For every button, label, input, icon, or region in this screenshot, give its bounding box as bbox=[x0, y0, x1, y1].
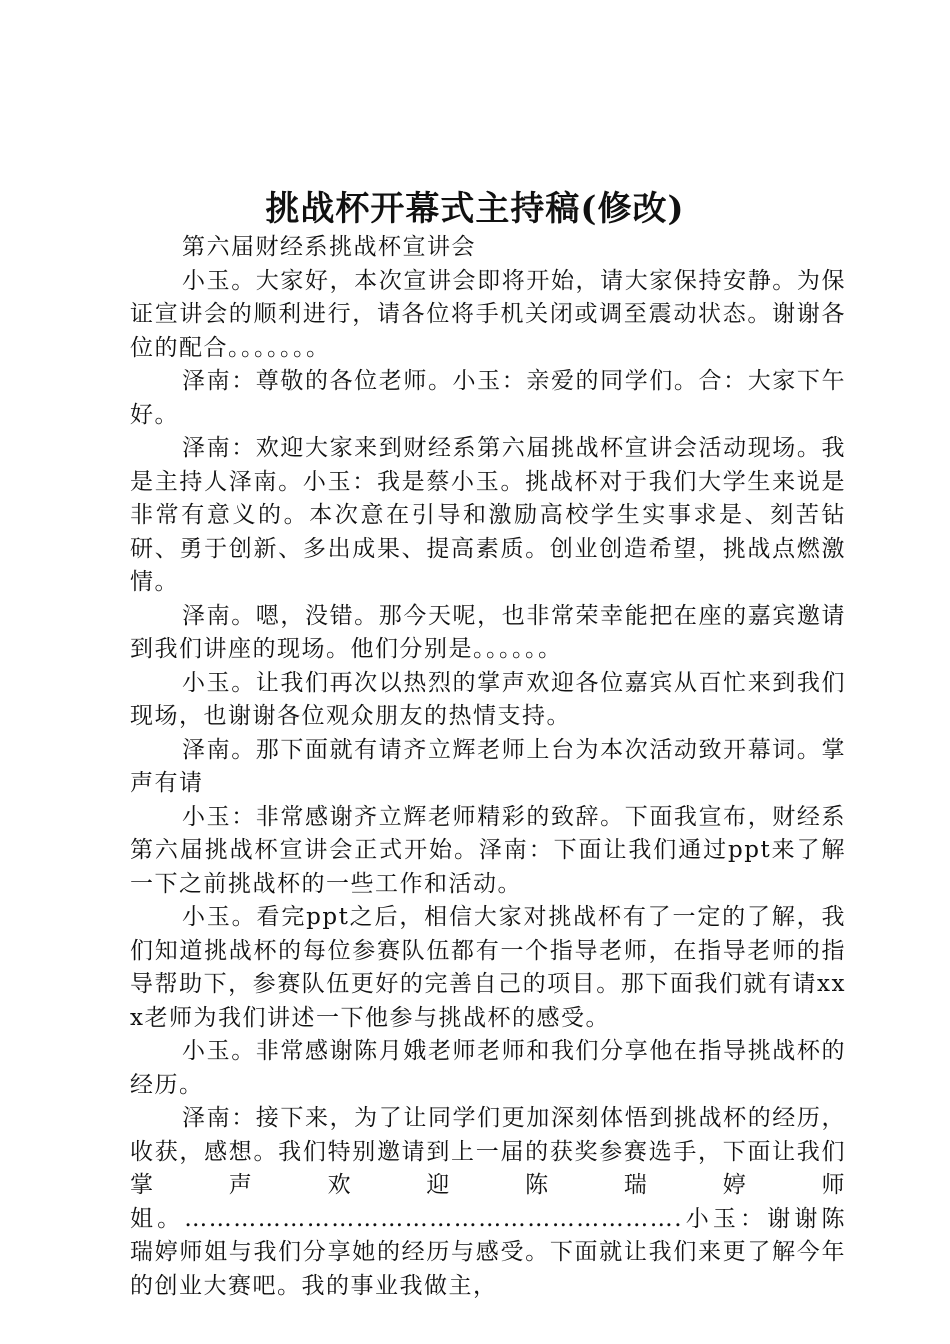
paragraph: 小玉。让我们再次以热烈的掌声欢迎各位嘉宾从百忙来到我们现场，也谢谢各位观众朋友的热情支持。 bbox=[130, 669, 846, 729]
paragraph: 小玉。非常感谢陈月娥老师老师和我们分享他在指导挑战杯的经历。 bbox=[130, 1038, 846, 1098]
document-title: 挑战杯开幕式主持稿(修改) bbox=[265, 189, 685, 229]
paragraph: 泽南：尊敬的各位老师。小玉：亲爱的同学们。合：大家下午好。 bbox=[130, 368, 846, 428]
paragraph: 泽南。那下面就有请齐立辉老师上台为本次活动致开幕词。掌声有请 bbox=[130, 736, 846, 796]
paragraph: 泽南：接下来，为了让同学们更加深刻体悟到挑战杯的经历，收获，感想。我们特别邀请到上一届的获奖参赛选手，下面让我们掌声欢迎陈瑞婷师姐。…………………………………………………….小玉：谢谢陈瑞婷师姐与我们分享她的经历与感受。下面就让我们来更了解今年的创业大赛吧。我的事业我做主， bbox=[130, 1105, 846, 1299]
paragraph: 泽南。嗯，没错。那今天呢，也非常荣幸能把在座的嘉宾邀请到我们讲座的现场。他们分别是。。。。。。 bbox=[130, 602, 846, 662]
document-body bbox=[130, 231, 846, 1303]
paragraph: 小玉。大家好，本次宣讲会即将开始，请大家保持安静。为保证宣讲会的顺利进行，请各位将手机关闭或调至震动状态。谢谢各位的配合。。。。。。。 bbox=[130, 267, 846, 361]
paragraph: 泽南：欢迎大家来到财经系第六届挑战杯宣讲会活动现场。我是主持人泽南。小玉：我是蔡小玉。挑战杯对于我们大学生来说是非常有意义的。本次意在引导和激励高校学生实事求是、刻苦钻研、勇于创新、多出成果、提高素质。创业创造希望，挑战点燃激情。 bbox=[130, 435, 846, 595]
paragraph-heading: 第六届财经系挑战杯宣讲会 bbox=[182, 234, 476, 260]
paragraph: 小玉。看完ppt之后，相信大家对挑战杯有了一定的了解，我们知道挑战杯的每位参赛队伍都有一个指导老师，在指导老师的指导帮助下，参赛队伍更好的完善自己的项目。那下面我们就有请xxx老师为我们讲述一下他参与挑战杯的感受。 bbox=[130, 904, 846, 1031]
paragraph: 小玉：非常感谢齐立辉老师精彩的致辞。下面我宣布，财经系第六届挑战杯宣讲会正式开始。泽南：下面让我们通过ppt来了解一下之前挑战杯的一些工作和活动。 bbox=[130, 803, 846, 897]
